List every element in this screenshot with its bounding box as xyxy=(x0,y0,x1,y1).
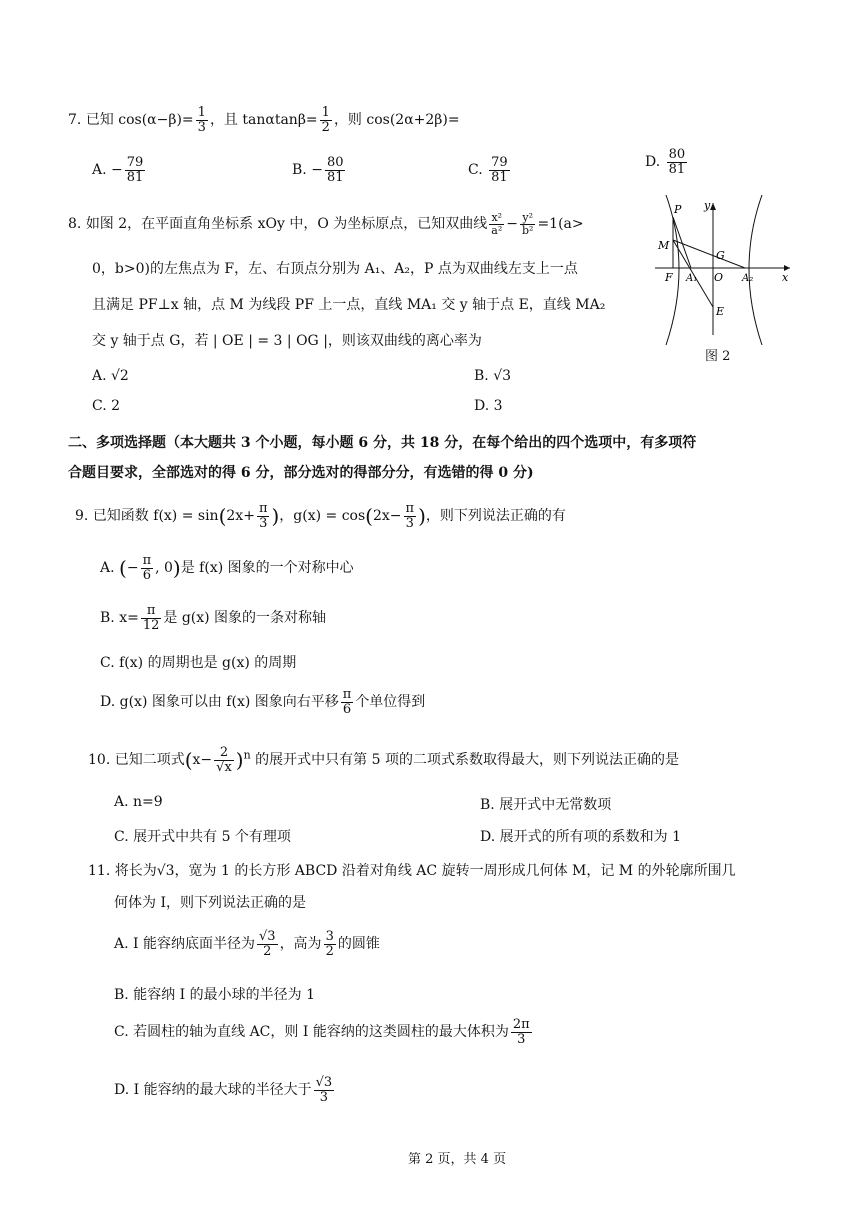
q7-option-a: A. − $\frac{79}{81}$ xyxy=(92,155,144,185)
q8-line3: 且满足 PF⊥x 轴，点 M 为线段 PF 上一点，直线 MA₁ 交 y 轴于点 E，直线 MA₂ xyxy=(92,297,606,313)
label-p: P xyxy=(674,203,682,216)
label-e: E xyxy=(716,305,725,318)
q7-frac1: $\frac{1}{3}$ xyxy=(197,105,206,135)
q9-option-d: D. g(x) 图象可以由 f(x) 图象向右平移 $\frac{\pi}{6}$ 个单位得到 xyxy=(100,687,426,717)
q7-option-d: D. $\frac{80}{81}$ xyxy=(645,147,686,177)
q9-stem: 9. 已知函数 f(x) = sin(2x+ $\frac{\pi}{3}$ )，g(x) = cos(2x− $\frac{\pi}{3}$ )，则下列说法正确的有 xyxy=(75,501,566,531)
label-o: O xyxy=(714,271,724,284)
q7-number: 7. xyxy=(68,112,82,129)
section-2-heading-line1: 二、多项选择题（本大题共 3 个小题，每小题 6 分，共 18 分，在每个给出的四个选项中，有多项符 xyxy=(68,435,697,451)
q8-option-a: A. √2 xyxy=(92,368,129,384)
label-y: y xyxy=(704,199,711,212)
q9-option-b: B. x= $\frac{\pi}{12}$ 是 g(x) 图象的一条对称轴 xyxy=(100,603,327,633)
line-pa1 xyxy=(673,217,691,268)
q8-line2: 0，b>0)的左焦点为 F，左、右顶点分别为 A₁、A₂，P 点为双曲线左支上一点 xyxy=(92,261,578,277)
line-ma2 xyxy=(673,240,745,268)
q8-option-c: C. 2 xyxy=(92,398,121,414)
page-footer: 第 2 页，共 4 页 xyxy=(408,1152,507,1167)
q8-option-b: B. √3 xyxy=(474,368,512,384)
q8-line4: 交 y 轴于点 G，若 | OE | = 3 | OG |，则该双曲线的离心率为 xyxy=(92,333,482,349)
q11-option-a: A. I 能容纳底面半径为 $\frac{√3}{2}$ ，高为 $\frac{3}{2}$ 的圆锥 xyxy=(114,929,380,959)
q10-stem: 10. 已知二项式(x− $\frac{2}{√x}$ )$^n$ 的展开式中只有第 5 项的二项式系数取得最大，则下列说法正确的是 xyxy=(88,745,679,775)
q7-option-b: B. − $\frac{80}{81}$ xyxy=(292,155,344,185)
q11-line2: 何体为 I，则下列说法正确的是 xyxy=(114,895,306,911)
q10-option-b: B. 展开式中无常数项 xyxy=(480,797,612,813)
label-g: G xyxy=(716,249,725,262)
section-2-heading-line2: 合题目要求，全部选对的得 6 分，部分选对的得部分分，有选错的得 0 分) xyxy=(68,465,534,481)
label-x: x xyxy=(782,271,789,284)
q11-option-d: D. I 能容纳的最大球的半径大于 $\frac{√3}{3}$ xyxy=(114,1075,333,1105)
q8-line1: 8. 如图 2，在平面直角坐标系 xOy 中，O 为坐标原点，已知双曲线 $\frac{\text{x²}}{\text{a²}}$ − $\frac{\text{y²}}{\text{b²}}$ =1(a> xyxy=(68,211,584,237)
q8-option-d: D. 3 xyxy=(474,398,503,414)
q10-option-a: A. n=9 xyxy=(114,794,163,810)
hyperbola-right-branch xyxy=(749,195,762,345)
label-a2: A₂ xyxy=(742,273,754,284)
label-f: F xyxy=(665,271,673,284)
hyperbola-figure xyxy=(650,195,795,345)
q11-line1: 11. 将长为√3，宽为 1 的长方形 ABCD 沿着对角线 AC 旋转一周形成几何体 M，记 M 的外轮廓所围几 xyxy=(88,863,736,879)
label-m: M xyxy=(658,239,670,252)
figure-caption: 图 2 xyxy=(705,349,731,364)
q11-option-b: B. 能容纳 I 的最小球的半径为 1 xyxy=(114,987,315,1003)
q10-option-d: D. 展开式的所有项的系数和为 1 xyxy=(480,829,681,845)
q7-frac2: $\frac{1}{2}$ xyxy=(321,105,330,135)
q10-option-c: C. 展开式中共有 5 个有理项 xyxy=(114,829,291,845)
q7-stem: 7. 已知 cos(α−β)= $\frac{1}{3}$ ，且 tanαtanβ= $\frac{1}{2}$ ，则 cos(2α+2β)= xyxy=(68,105,460,135)
q9-option-a: A. (− $\frac{\pi}{6}$ , 0)是 f(x) 图象的一个对称中心 xyxy=(100,553,354,583)
label-a1: A₁ xyxy=(686,273,698,284)
q11-option-c: C. 若圆柱的轴为直线 AC，则 I 能容纳的这类圆柱的最大体积为 $\frac{2\pi}{3}$ xyxy=(114,1017,530,1047)
q9-option-c: C. f(x) 的周期也是 g(x) 的周期 xyxy=(100,655,297,671)
q7-option-c: C. $\frac{79}{81}$ xyxy=(468,155,508,185)
